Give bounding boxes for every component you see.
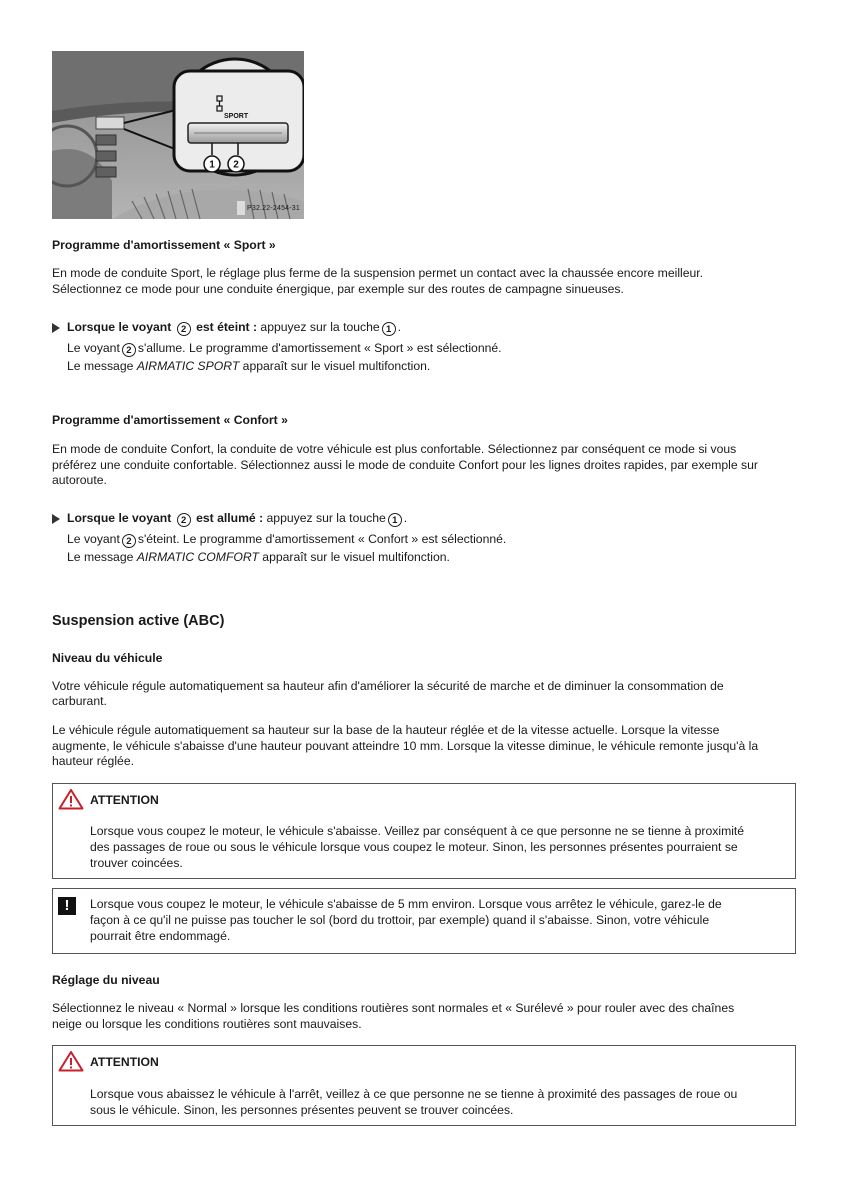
warning-1-line-2: des passages de roue ou sous le véhicule lorsque vous coupez le moteur. Sinon, les personnes présentes pourraient se xyxy=(90,840,738,854)
result-a: Le voyant xyxy=(67,532,120,546)
step-condition-b: est allumé : xyxy=(196,511,264,525)
lamp-callout-icon: 2 xyxy=(122,343,136,357)
warning-1-line-1: Lorsque vous coupez le moteur, le véhicule s'abaisse. Veillez par conséquent à ce que personne ne se tienne à proximité xyxy=(90,824,745,838)
niveau-heading: Niveau du véhicule xyxy=(52,651,163,665)
warning-triangle-icon xyxy=(58,1050,84,1072)
message-name: AIRMATIC COMFORT xyxy=(136,550,259,564)
key-callout-icon: 1 xyxy=(382,322,396,336)
niveau-p1-line-1: Votre véhicule régule automatiquement sa hauteur afin d'améliorer la sécurité de marche et de diminuer la consommation de xyxy=(52,679,724,693)
lamp-callout-icon: 2 xyxy=(177,322,191,336)
confort-message-line xyxy=(67,550,450,566)
lamp-callout-icon: 2 xyxy=(177,513,191,527)
sport-label: SPORT xyxy=(224,113,249,120)
notice-line-1: Lorsque vous coupez le moteur, le véhicule s'abaisse de 5 mm environ. Lorsque vous arrêtez le véhicule, garez-le de xyxy=(90,897,722,911)
reglage-heading: Réglage du niveau xyxy=(52,973,160,987)
niveau-p2-line-2: augmente, le véhicule s'abaisse d'une hauteur pouvant atteindre 10 mm. Lorsque la vitesse diminue, le véhicule remonte jusqu'à la xyxy=(52,739,759,753)
notice-box xyxy=(52,888,796,954)
dashboard-illustration xyxy=(52,51,304,219)
message-name: AIRMATIC SPORT xyxy=(136,359,240,373)
sport-step xyxy=(52,320,796,380)
warning-2-line-1: Lorsque vous abaissez le véhicule à l'arrêt, veillez à ce que personne ne se tienne à proximité des passages de roue ou xyxy=(90,1087,738,1101)
dashboard-photo xyxy=(52,51,304,219)
result-a: Le voyant xyxy=(67,341,120,355)
niveau-p1-line-2: carburant. xyxy=(52,694,107,708)
notice-line-3: pourrait être endommagé. xyxy=(90,929,231,943)
confort-intro-line-1: En mode de conduite Confort, la conduite de votre véhicule est plus confortable. Sélectionnez par conséquent ce mode si vous xyxy=(52,442,737,456)
confort-result-line xyxy=(67,532,506,548)
sport-message-line xyxy=(67,359,430,375)
sport-intro-line-2: Sélectionnez ce mode pour une conduite énergique, par exemple sur des routes de campagne sinueuses. xyxy=(52,282,624,296)
confort-heading: Programme d'amortissement « Confort » xyxy=(52,413,288,427)
abc-heading: Suspension active (ABC) xyxy=(52,613,225,629)
niveau-p2-line-3: hauteur réglée. xyxy=(52,754,134,768)
reglage-line-1: Sélectionnez le niveau « Normal » lorsque les conditions routières sont normales et « Surélevé » pour rouler avec des chaînes xyxy=(52,1001,735,1015)
step-arrow-icon xyxy=(52,514,60,524)
niveau-p2-line-1: Le véhicule régule automatiquement sa hauteur sur la base de la hauteur réglée et de la vitesse actuelle. Lorsque la vitesse xyxy=(52,723,720,737)
result-b: s'éteint. Le programme d'amortissement « Confort » est sélectionné. xyxy=(137,532,507,546)
warning-2-line-2: sous le véhicule. Sinon, les personnes présentes peuvent se trouver coincées. xyxy=(90,1103,514,1117)
warning-2-title: ATTENTION xyxy=(90,1055,159,1069)
exclamation-icon: ! xyxy=(58,897,76,915)
confort-step-line: Lorsque le voyant 2 est allumé : appuyez sur la touche 1 . xyxy=(67,511,408,526)
step-condition-a: Lorsque le voyant xyxy=(67,511,172,525)
reglage-line-2: neige ou lorsque les conditions routières sont mauvaises. xyxy=(52,1017,362,1031)
result-b: s'allume. Le programme d'amortissement « Sport » est sélectionné. xyxy=(137,341,502,355)
confort-intro-line-3: autoroute. xyxy=(52,473,107,487)
message-b: apparaît sur le visuel multifonction. xyxy=(242,359,431,373)
message-a: Le message xyxy=(67,359,134,373)
step-arrow-icon xyxy=(52,323,60,333)
sport-result-line xyxy=(67,341,502,357)
step-condition-a: Lorsque le voyant xyxy=(67,320,172,334)
callout-1: 1 xyxy=(209,159,215,171)
sport-heading: Programme d'amortissement « Sport » xyxy=(52,238,276,252)
lamp-callout-icon: 2 xyxy=(122,534,136,548)
warning-1-line-3: trouver coincées. xyxy=(90,856,183,870)
key-callout-icon: 1 xyxy=(388,513,402,527)
warning-triangle-icon xyxy=(58,788,84,810)
callout-2: 2 xyxy=(233,159,239,171)
confort-step xyxy=(52,511,796,571)
warning-box-1 xyxy=(52,783,796,879)
figure-code: P32.22-2454-31 xyxy=(246,205,300,213)
notice-line-2: façon à ce qu'il ne puisse pas toucher le sol (bord du trottoir, par exemple) quand il s'abaisse. Sinon, votre véhicule xyxy=(90,913,710,927)
step-condition-b: est éteint : xyxy=(196,320,258,334)
confort-intro-line-2: préférez une conduite confortable. Sélectionnez aussi le mode de conduite Confort pour les lignes droites rapides, par exemple sur xyxy=(52,458,758,472)
warning-box-2 xyxy=(52,1045,796,1126)
step-action: appuyez sur la touche xyxy=(260,320,380,334)
warning-1-title: ATTENTION xyxy=(90,793,159,807)
message-b: apparaît sur le visuel multifonction. xyxy=(262,550,450,564)
step-action: appuyez sur la touche xyxy=(266,511,386,525)
message-a: Le message xyxy=(67,550,134,564)
sport-intro-line-1: En mode de conduite Sport, le réglage plus ferme de la suspension permet un contact avec la chaussée encore meilleur. xyxy=(52,266,704,280)
sport-step-line: Lorsque le voyant 2 est éteint : appuyez sur la touche 1 . xyxy=(67,320,402,335)
